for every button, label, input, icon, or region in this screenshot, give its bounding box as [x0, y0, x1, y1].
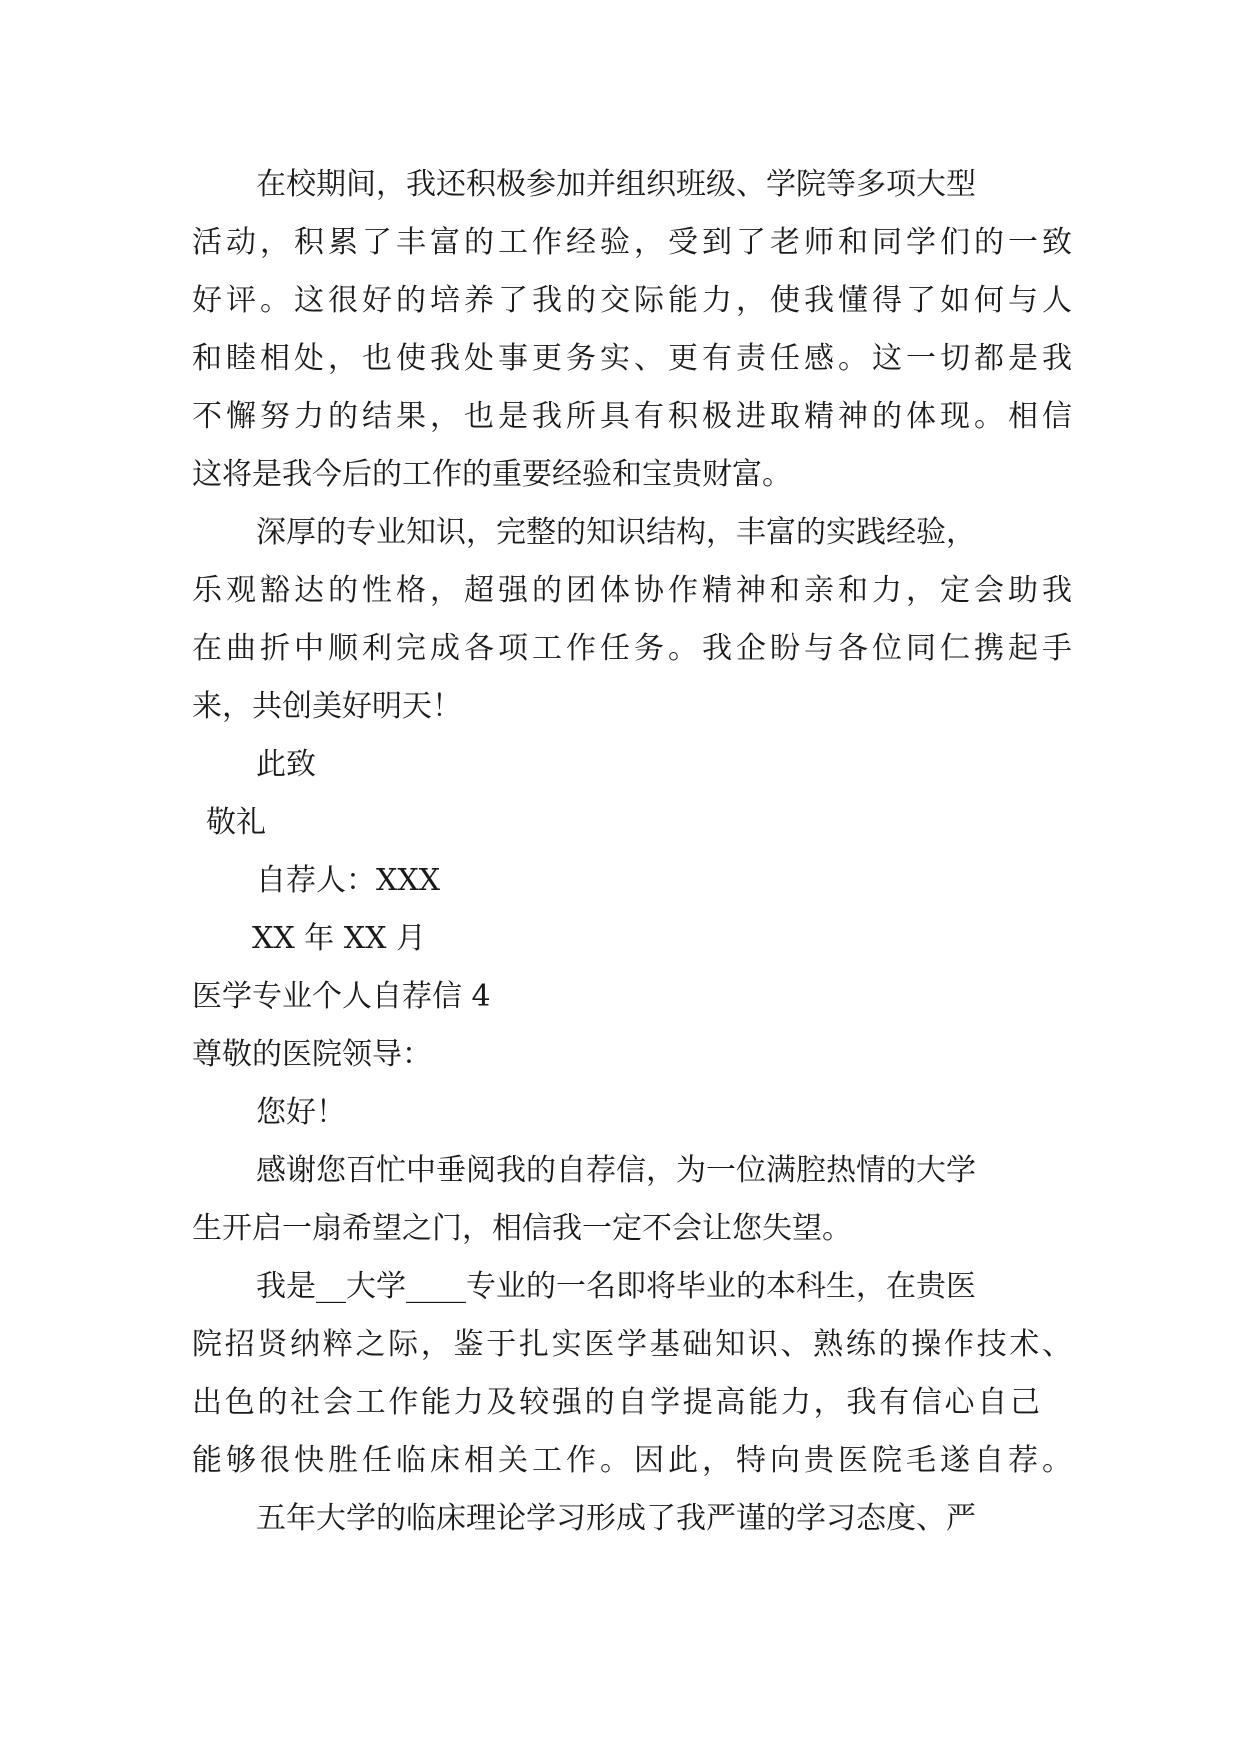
letter-hello: 您好！: [256, 1095, 346, 1130]
text-line: 感谢您百忙中垂阅我的自荐信，为一位满腔热情的大学: [256, 1153, 976, 1188]
letter-greeting: 尊敬的医院领导：: [192, 1037, 432, 1072]
text-line: 和睦相处，也使我处事更务实、更有责任感。这一切都是我: [192, 341, 1072, 376]
text-line: 这将是我今后的工作的重要经验和宝贵财富。: [192, 457, 792, 492]
text-line: 深厚的专业知识，完整的知识结构，丰富的实践经验，: [256, 515, 976, 550]
text-line: 院招贤纳粹之际，鉴于扎实医学基础知识、熟练的操作技术、: [192, 1327, 1072, 1362]
text-line: 出色的社会工作能力及较强的自学提高能力，我有信心自己: [192, 1385, 1040, 1420]
text-line: 能够很快胜任临床相关工作。因此，特向贵医院毛遂自荐。: [192, 1443, 1072, 1478]
text-line: 五年大学的临床理论学习形成了我严谨的学习态度、严: [256, 1501, 976, 1536]
closing-regards: 敬礼: [206, 805, 266, 840]
text-line: 来，共创美好明天！: [192, 689, 462, 724]
closing-salutation: 此致: [256, 747, 316, 782]
text-line: 生开启一扇希望之门，相信我一定不会让您失望。: [192, 1211, 852, 1246]
text-line: 我是__大学____专业的一名即将毕业的本科生，在贵医: [256, 1269, 976, 1304]
text-line: 好评。这很好的培养了我的交际能力，使我懂得了如何与人: [192, 283, 1072, 318]
text-line: 不懈努力的结果，也是我所具有积极进取精神的体现。相信: [192, 399, 1072, 434]
text-line: 乐观豁达的性格，超强的团体协作精神和亲和力，定会助我: [192, 573, 1072, 608]
section-title: 医学专业个人自荐信 4: [192, 979, 491, 1014]
text-line: 在曲折中顺利完成各项工作任务。我企盼与各位同仁携起手: [192, 631, 1072, 666]
date-line: XX 年 XX 月: [252, 921, 427, 956]
signature-line: 自荐人：XXX: [256, 863, 441, 898]
text-line: 活动，积累了丰富的工作经验，受到了老师和同学们的一致: [192, 225, 1072, 260]
text-line: 在校期间，我还积极参加并组织班级、学院等多项大型: [256, 167, 976, 202]
